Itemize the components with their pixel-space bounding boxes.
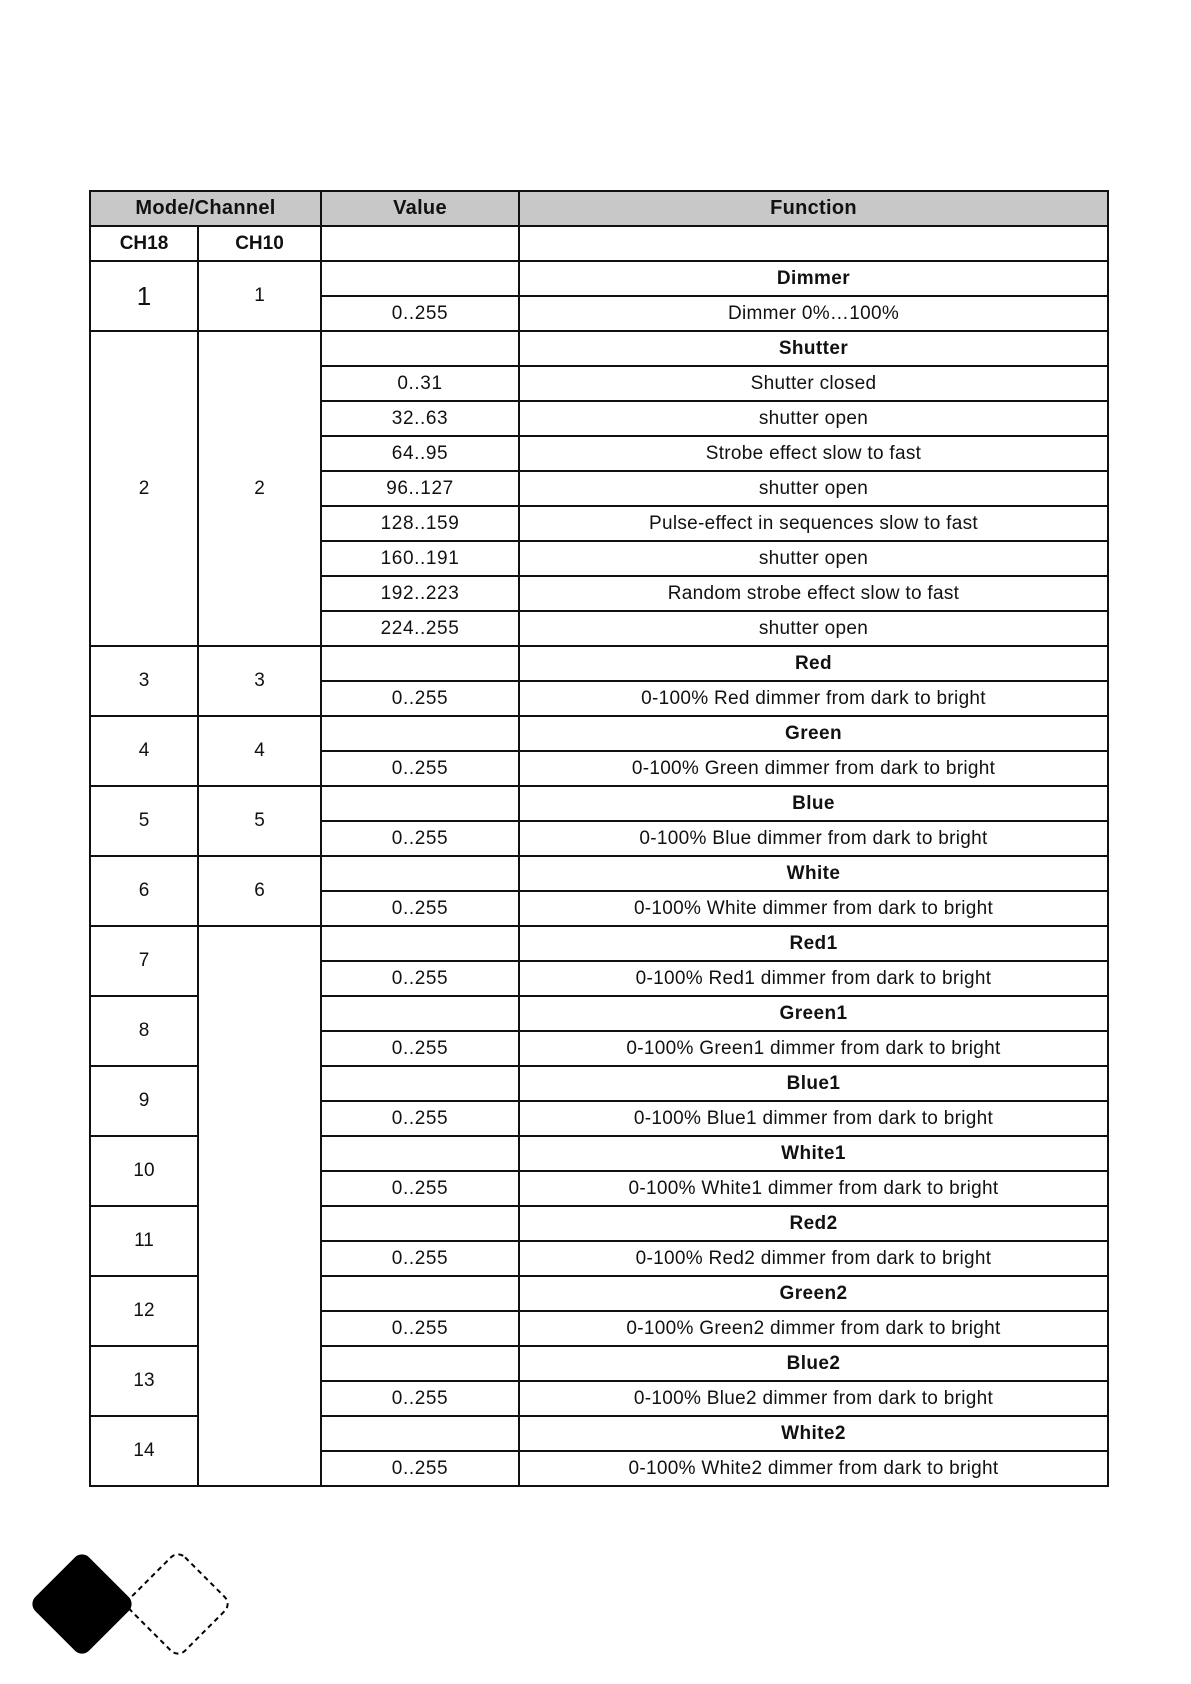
channel-title: Blue2 bbox=[519, 1346, 1108, 1381]
channel-title: Green2 bbox=[519, 1276, 1108, 1311]
title-value-empty bbox=[321, 1276, 519, 1311]
channel-title: Dimmer bbox=[519, 261, 1108, 296]
ch10-number: 2 bbox=[198, 331, 321, 646]
channel-title-row bbox=[90, 856, 1108, 891]
ch18-number: 4 bbox=[90, 716, 198, 786]
title-value-empty bbox=[321, 996, 519, 1031]
value-range: 0..255 bbox=[321, 1311, 519, 1346]
dmx-channel-table bbox=[89, 190, 1109, 1487]
title-value-empty bbox=[321, 926, 519, 961]
ch18-number: 5 bbox=[90, 786, 198, 856]
function-description: shutter open bbox=[519, 401, 1108, 436]
channel-title: Red2 bbox=[519, 1206, 1108, 1241]
ch18-number: 7 bbox=[90, 926, 198, 996]
ch18-number: 9 bbox=[90, 1066, 198, 1136]
function-description: Dimmer 0%…100% bbox=[519, 296, 1108, 331]
function-description: Random strobe effect slow to fast bbox=[519, 576, 1108, 611]
diamond-logo-icon bbox=[30, 1552, 250, 1672]
title-value-empty bbox=[321, 856, 519, 891]
channel-title: Green1 bbox=[519, 996, 1108, 1031]
ch10-number: 3 bbox=[198, 646, 321, 716]
function-description: 0-100% Red dimmer from dark to bright bbox=[519, 681, 1108, 716]
ch10-unused-block bbox=[198, 926, 321, 1486]
ch10-number: 4 bbox=[198, 716, 321, 786]
table-header-row bbox=[90, 191, 1108, 226]
logo-solid-diamond bbox=[30, 1552, 136, 1658]
value-range: 0..255 bbox=[321, 1381, 519, 1416]
title-value-empty bbox=[321, 1346, 519, 1381]
function-description: 0-100% Green2 dimmer from dark to bright bbox=[519, 1311, 1108, 1346]
value-range: 224..255 bbox=[321, 611, 519, 646]
function-description: 0-100% Red1 dimmer from dark to bright bbox=[519, 961, 1108, 996]
function-description: 0-100% White dimmer from dark to bright bbox=[519, 891, 1108, 926]
value-range: 128..159 bbox=[321, 506, 519, 541]
value-range: 192..223 bbox=[321, 576, 519, 611]
channel-title-row bbox=[90, 716, 1108, 751]
value-range: 0..255 bbox=[321, 891, 519, 926]
channel-title: Blue bbox=[519, 786, 1108, 821]
title-value-empty bbox=[321, 331, 519, 366]
channel-title-row bbox=[90, 331, 1108, 366]
function-description: 0-100% Green1 dimmer from dark to bright bbox=[519, 1031, 1108, 1066]
ch18-number: 14 bbox=[90, 1416, 198, 1486]
function-description: 0-100% Green dimmer from dark to bright bbox=[519, 751, 1108, 786]
ch18-number: 10 bbox=[90, 1136, 198, 1206]
channel-title: White bbox=[519, 856, 1108, 891]
function-description: shutter open bbox=[519, 471, 1108, 506]
title-value-empty bbox=[321, 716, 519, 751]
ch18-number: 8 bbox=[90, 996, 198, 1066]
value-range: 96..127 bbox=[321, 471, 519, 506]
channel-title-row bbox=[90, 926, 1108, 961]
title-value-empty bbox=[321, 1066, 519, 1101]
value-header: Value bbox=[321, 191, 519, 226]
value-range: 0..255 bbox=[321, 1101, 519, 1136]
title-value-empty bbox=[321, 786, 519, 821]
ch18-number: 13 bbox=[90, 1346, 198, 1416]
function-description: 0-100% Blue dimmer from dark to bright bbox=[519, 821, 1108, 856]
function-description: 0-100% White2 dimmer from dark to bright bbox=[519, 1451, 1108, 1486]
value-range: 0..255 bbox=[321, 1171, 519, 1206]
function-description: 0-100% Blue1 dimmer from dark to bright bbox=[519, 1101, 1108, 1136]
function-description: 0-100% Blue2 dimmer from dark to bright bbox=[519, 1381, 1108, 1416]
title-value-empty bbox=[321, 1206, 519, 1241]
ch18-number: 11 bbox=[90, 1206, 198, 1276]
channel-title: Blue1 bbox=[519, 1066, 1108, 1101]
channel-title: Red1 bbox=[519, 926, 1108, 961]
channel-title: Shutter bbox=[519, 331, 1108, 366]
ch18-number: 2 bbox=[90, 331, 198, 646]
value-range: 0..255 bbox=[321, 961, 519, 996]
value-subheader-empty bbox=[321, 226, 519, 261]
ch10-header: CH10 bbox=[198, 226, 321, 261]
ch18-number: 12 bbox=[90, 1276, 198, 1346]
ch10-number: 5 bbox=[198, 786, 321, 856]
logo-dashed-diamond bbox=[124, 1552, 231, 1658]
value-range: 160..191 bbox=[321, 541, 519, 576]
ch10-number: 1 bbox=[198, 261, 321, 331]
channel-title-row bbox=[90, 786, 1108, 821]
channel-title: Red bbox=[519, 646, 1108, 681]
ch18-number: 3 bbox=[90, 646, 198, 716]
value-range: 0..255 bbox=[321, 821, 519, 856]
mode-subheader-row bbox=[90, 226, 1108, 261]
title-value-empty bbox=[321, 1136, 519, 1171]
function-subheader-empty bbox=[519, 226, 1108, 261]
value-range: 0..255 bbox=[321, 1451, 519, 1486]
value-range: 0..255 bbox=[321, 1241, 519, 1276]
function-description: Strobe effect slow to fast bbox=[519, 436, 1108, 471]
function-description: shutter open bbox=[519, 541, 1108, 576]
ch18-number: 1 bbox=[90, 261, 198, 331]
mode-channel-header: Mode/Channel bbox=[90, 191, 321, 226]
value-range: 0..255 bbox=[321, 681, 519, 716]
function-description: shutter open bbox=[519, 611, 1108, 646]
ch18-number: 6 bbox=[90, 856, 198, 926]
function-description: 0-100% Red2 dimmer from dark to bright bbox=[519, 1241, 1108, 1276]
function-description: Shutter closed bbox=[519, 366, 1108, 401]
channel-title: White1 bbox=[519, 1136, 1108, 1171]
value-range: 32..63 bbox=[321, 401, 519, 436]
value-range: 0..255 bbox=[321, 296, 519, 331]
title-value-empty bbox=[321, 646, 519, 681]
title-value-empty bbox=[321, 261, 519, 296]
channel-title-row bbox=[90, 646, 1108, 681]
value-range: 0..31 bbox=[321, 366, 519, 401]
ch10-number: 6 bbox=[198, 856, 321, 926]
function-description: 0-100% White1 dimmer from dark to bright bbox=[519, 1171, 1108, 1206]
channel-title-row bbox=[90, 261, 1108, 296]
value-range: 0..255 bbox=[321, 1031, 519, 1066]
value-range: 0..255 bbox=[321, 751, 519, 786]
function-description: Pulse-effect in sequences slow to fast bbox=[519, 506, 1108, 541]
function-header: Function bbox=[519, 191, 1108, 226]
channel-title: White2 bbox=[519, 1416, 1108, 1451]
channel-title: Green bbox=[519, 716, 1108, 751]
ch18-header: CH18 bbox=[90, 226, 198, 261]
title-value-empty bbox=[321, 1416, 519, 1451]
value-range: 64..95 bbox=[321, 436, 519, 471]
